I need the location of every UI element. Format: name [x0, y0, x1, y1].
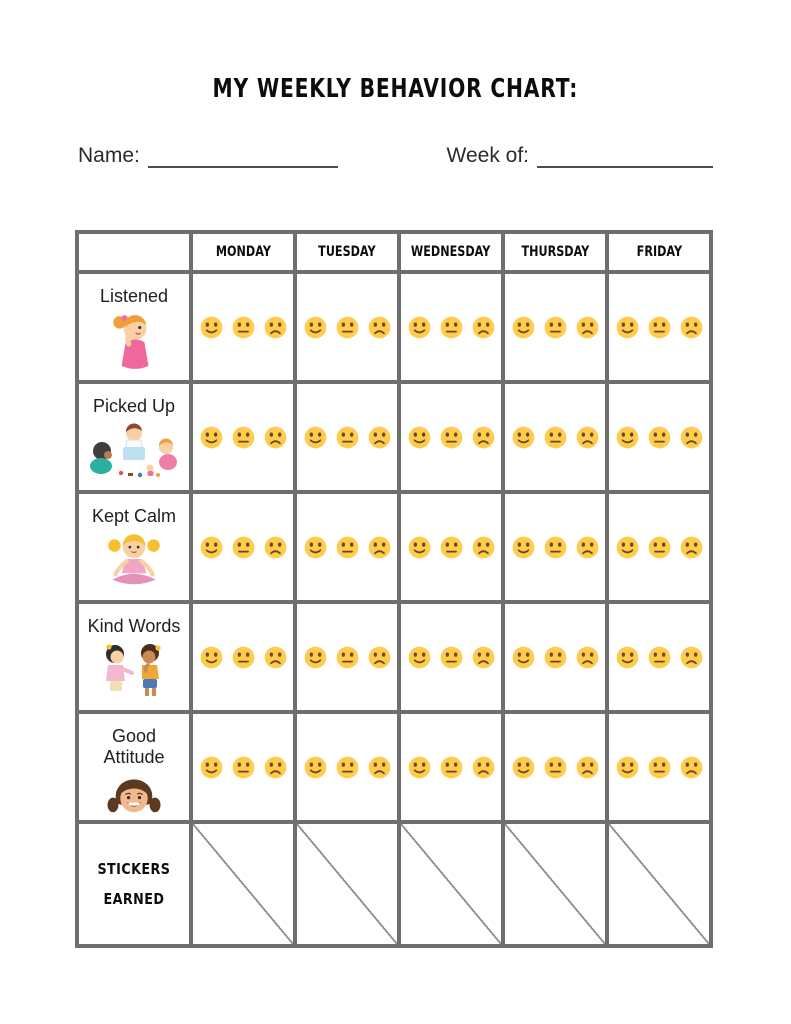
frowning-face-emoji[interactable] — [472, 316, 495, 339]
rating-cell-thursday-picked-up — [505, 384, 605, 490]
neutral-face-emoji[interactable] — [440, 646, 463, 669]
smiling-face-emoji[interactable] — [616, 316, 639, 339]
neutral-face-emoji[interactable] — [232, 646, 255, 669]
page-title: MY WEEKLY BEHAVIOR CHART: — [212, 74, 579, 104]
rating-cell-tuesday-listened — [297, 274, 397, 380]
frowning-face-emoji[interactable] — [680, 536, 703, 559]
rating-cell-wednesday-listened — [401, 274, 501, 380]
neutral-face-emoji[interactable] — [232, 316, 255, 339]
smiling-face-emoji[interactable] — [512, 756, 535, 779]
name-field-label: Name: — [78, 144, 140, 167]
behavior-label-kind-words — [79, 604, 189, 710]
smiling-face-emoji[interactable] — [512, 646, 535, 669]
smiling-face-emoji[interactable] — [616, 756, 639, 779]
frowning-face-emoji[interactable] — [368, 426, 391, 449]
smiling-face-emoji[interactable] — [304, 426, 327, 449]
neutral-face-emoji[interactable] — [336, 316, 359, 339]
behavior-label-listened — [79, 274, 189, 380]
day-header-monday: MONDAY — [193, 234, 293, 270]
listening-girl-illustration — [107, 311, 161, 371]
row-label: Kept Calm — [91, 506, 177, 526]
smiling-face-emoji[interactable] — [616, 646, 639, 669]
stickers-earned-label: STICKERS EARNED — [79, 824, 189, 944]
rating-cell-wednesday-good-attitude — [401, 714, 501, 820]
rating-cell-thursday-kept-calm — [505, 494, 605, 600]
rating-cell-friday-kept-calm — [609, 494, 709, 600]
rating-cell-thursday-good-attitude — [505, 714, 605, 820]
smiling-face-emoji[interactable] — [304, 646, 327, 669]
frowning-face-emoji[interactable] — [680, 426, 703, 449]
neutral-face-emoji[interactable] — [544, 646, 567, 669]
neutral-face-emoji[interactable] — [440, 316, 463, 339]
behavior-table — [75, 230, 713, 948]
frowning-face-emoji[interactable] — [264, 536, 287, 559]
smiling-face-emoji[interactable] — [512, 536, 535, 559]
neutral-face-emoji[interactable] — [440, 536, 463, 559]
rating-cell-tuesday-picked-up — [297, 384, 397, 490]
form-fields-row — [78, 144, 713, 168]
day-header-friday: FRIDAY — [609, 234, 709, 270]
rating-cell-friday-picked-up — [609, 384, 709, 490]
smiling-face-emoji[interactable] — [200, 536, 223, 559]
frowning-face-emoji[interactable] — [576, 316, 599, 339]
sticker-cell-monday[interactable] — [193, 824, 293, 944]
sticker-cell-friday[interactable] — [609, 824, 709, 944]
smiling-face-emoji[interactable] — [408, 536, 431, 559]
row-label: Listened — [99, 286, 169, 306]
smiling-girl-face-illustration — [103, 772, 165, 820]
smiling-face-emoji[interactable] — [408, 426, 431, 449]
frowning-face-emoji[interactable] — [576, 536, 599, 559]
rating-cell-monday-kind-words — [193, 604, 293, 710]
corner-cell — [79, 234, 189, 270]
kids-picking-up-toys-illustration — [88, 421, 180, 479]
rating-cell-monday-picked-up — [193, 384, 293, 490]
rating-cell-monday-kept-calm — [193, 494, 293, 600]
neutral-face-emoji[interactable] — [544, 426, 567, 449]
neutral-face-emoji[interactable] — [648, 536, 671, 559]
day-header-tuesday: TUESDAY — [297, 234, 397, 270]
rating-cell-friday-listened — [609, 274, 709, 380]
rating-cell-tuesday-good-attitude — [297, 714, 397, 820]
day-header-wednesday: WEDNESDAY — [401, 234, 501, 270]
sticker-cell-thursday[interactable] — [505, 824, 605, 944]
neutral-face-emoji[interactable] — [440, 426, 463, 449]
frowning-face-emoji[interactable] — [264, 426, 287, 449]
smiling-face-emoji[interactable] — [408, 646, 431, 669]
neutral-face-emoji[interactable] — [336, 426, 359, 449]
frowning-face-emoji[interactable] — [472, 426, 495, 449]
smiling-face-emoji[interactable] — [512, 316, 535, 339]
frowning-face-emoji[interactable] — [264, 646, 287, 669]
frowning-face-emoji[interactable] — [368, 536, 391, 559]
frowning-face-emoji[interactable] — [264, 756, 287, 779]
behavior-label-good-attitude — [79, 714, 189, 820]
smiling-face-emoji[interactable] — [200, 426, 223, 449]
frowning-face-emoji[interactable] — [680, 646, 703, 669]
behavior-label-picked-up — [79, 384, 189, 490]
neutral-face-emoji[interactable] — [648, 756, 671, 779]
frowning-face-emoji[interactable] — [576, 646, 599, 669]
smiling-face-emoji[interactable] — [200, 316, 223, 339]
frowning-face-emoji[interactable] — [368, 756, 391, 779]
smiling-face-emoji[interactable] — [408, 316, 431, 339]
rating-cell-friday-good-attitude — [609, 714, 709, 820]
behavior-label-kept-calm — [79, 494, 189, 600]
week-field-label: Week of: — [446, 144, 529, 167]
rating-cell-wednesday-kind-words — [401, 604, 501, 710]
smiling-face-emoji[interactable] — [304, 536, 327, 559]
neutral-face-emoji[interactable] — [336, 756, 359, 779]
week-fill-line[interactable] — [537, 144, 713, 168]
rating-cell-thursday-kind-words — [505, 604, 605, 710]
rating-cell-monday-listened — [193, 274, 293, 380]
neutral-face-emoji[interactable] — [544, 536, 567, 559]
frowning-face-emoji[interactable] — [472, 536, 495, 559]
neutral-face-emoji[interactable] — [648, 646, 671, 669]
row-label: Kind Words — [87, 616, 181, 636]
smiling-face-emoji[interactable] — [616, 426, 639, 449]
frowning-face-emoji[interactable] — [680, 756, 703, 779]
rating-cell-tuesday-kept-calm — [297, 494, 397, 600]
row-label: Good Attitude — [103, 726, 165, 768]
name-field — [78, 144, 338, 168]
neutral-face-emoji[interactable] — [336, 536, 359, 559]
neutral-face-emoji[interactable] — [232, 756, 255, 779]
frowning-face-emoji[interactable] — [576, 426, 599, 449]
frowning-face-emoji[interactable] — [368, 646, 391, 669]
rating-cell-friday-kind-words — [609, 604, 709, 710]
smiling-face-emoji[interactable] — [512, 426, 535, 449]
smiling-face-emoji[interactable] — [200, 756, 223, 779]
day-header-thursday: THURSDAY — [505, 234, 605, 270]
row-label: Picked Up — [92, 396, 176, 416]
rating-cell-tuesday-kind-words — [297, 604, 397, 710]
meditating-girl-illustration — [101, 531, 167, 589]
neutral-face-emoji[interactable] — [232, 426, 255, 449]
neutral-face-emoji[interactable] — [648, 426, 671, 449]
sticker-cell-wednesday[interactable] — [401, 824, 501, 944]
sticker-cell-tuesday[interactable] — [297, 824, 397, 944]
frowning-face-emoji[interactable] — [472, 646, 495, 669]
week-field — [447, 144, 713, 168]
rating-cell-wednesday-kept-calm — [401, 494, 501, 600]
neutral-face-emoji[interactable] — [336, 646, 359, 669]
frowning-face-emoji[interactable] — [680, 316, 703, 339]
neutral-face-emoji[interactable] — [544, 316, 567, 339]
smiling-face-emoji[interactable] — [616, 536, 639, 559]
kids-talking-illustration — [97, 641, 171, 701]
frowning-face-emoji[interactable] — [576, 756, 599, 779]
neutral-face-emoji[interactable] — [440, 756, 463, 779]
smiling-face-emoji[interactable] — [200, 646, 223, 669]
rating-cell-monday-good-attitude — [193, 714, 293, 820]
smiling-face-emoji[interactable] — [304, 756, 327, 779]
neutral-face-emoji[interactable] — [232, 536, 255, 559]
rating-cell-thursday-listened — [505, 274, 605, 380]
smiling-face-emoji[interactable] — [408, 756, 431, 779]
rating-cell-wednesday-picked-up — [401, 384, 501, 490]
name-fill-line[interactable] — [148, 144, 338, 168]
smiling-face-emoji[interactable] — [304, 316, 327, 339]
frowning-face-emoji[interactable] — [368, 316, 391, 339]
frowning-face-emoji[interactable] — [472, 756, 495, 779]
frowning-face-emoji[interactable] — [264, 316, 287, 339]
neutral-face-emoji[interactable] — [648, 316, 671, 339]
neutral-face-emoji[interactable] — [544, 756, 567, 779]
